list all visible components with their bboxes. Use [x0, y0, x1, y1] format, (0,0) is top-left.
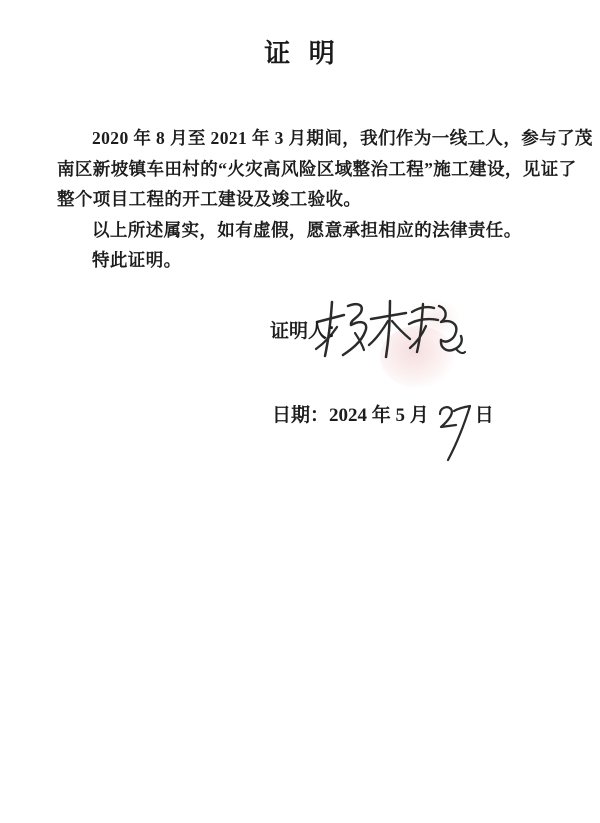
body-line-4: 以上所述属实，如有虚假，愿意承担相应的法律责任。 [92, 219, 522, 240]
date-line [272, 403, 494, 463]
document-title: 证 明 [264, 39, 336, 68]
body-line-5: 特此证明。 [92, 250, 182, 271]
date-prefix: 日期：2024 年 5 月 [272, 405, 429, 426]
handwritten-day [433, 401, 473, 463]
signer-label: 证明人： [270, 321, 347, 342]
body-line-1: 2020 年 8 月至 2021 年 3 月期间，我们作为一线工人，参与了茂 [92, 128, 593, 148]
body-line-2: 南区新坡镇车田村的“火灾高风险区域整治工程”施工建设，见证了 [57, 158, 577, 179]
document-body [57, 123, 593, 276]
signer-line [270, 316, 346, 343]
body-line-3: 整个项目工程的开工建设及竣工验收。 [57, 189, 362, 210]
date-suffix: 日 [474, 405, 494, 426]
